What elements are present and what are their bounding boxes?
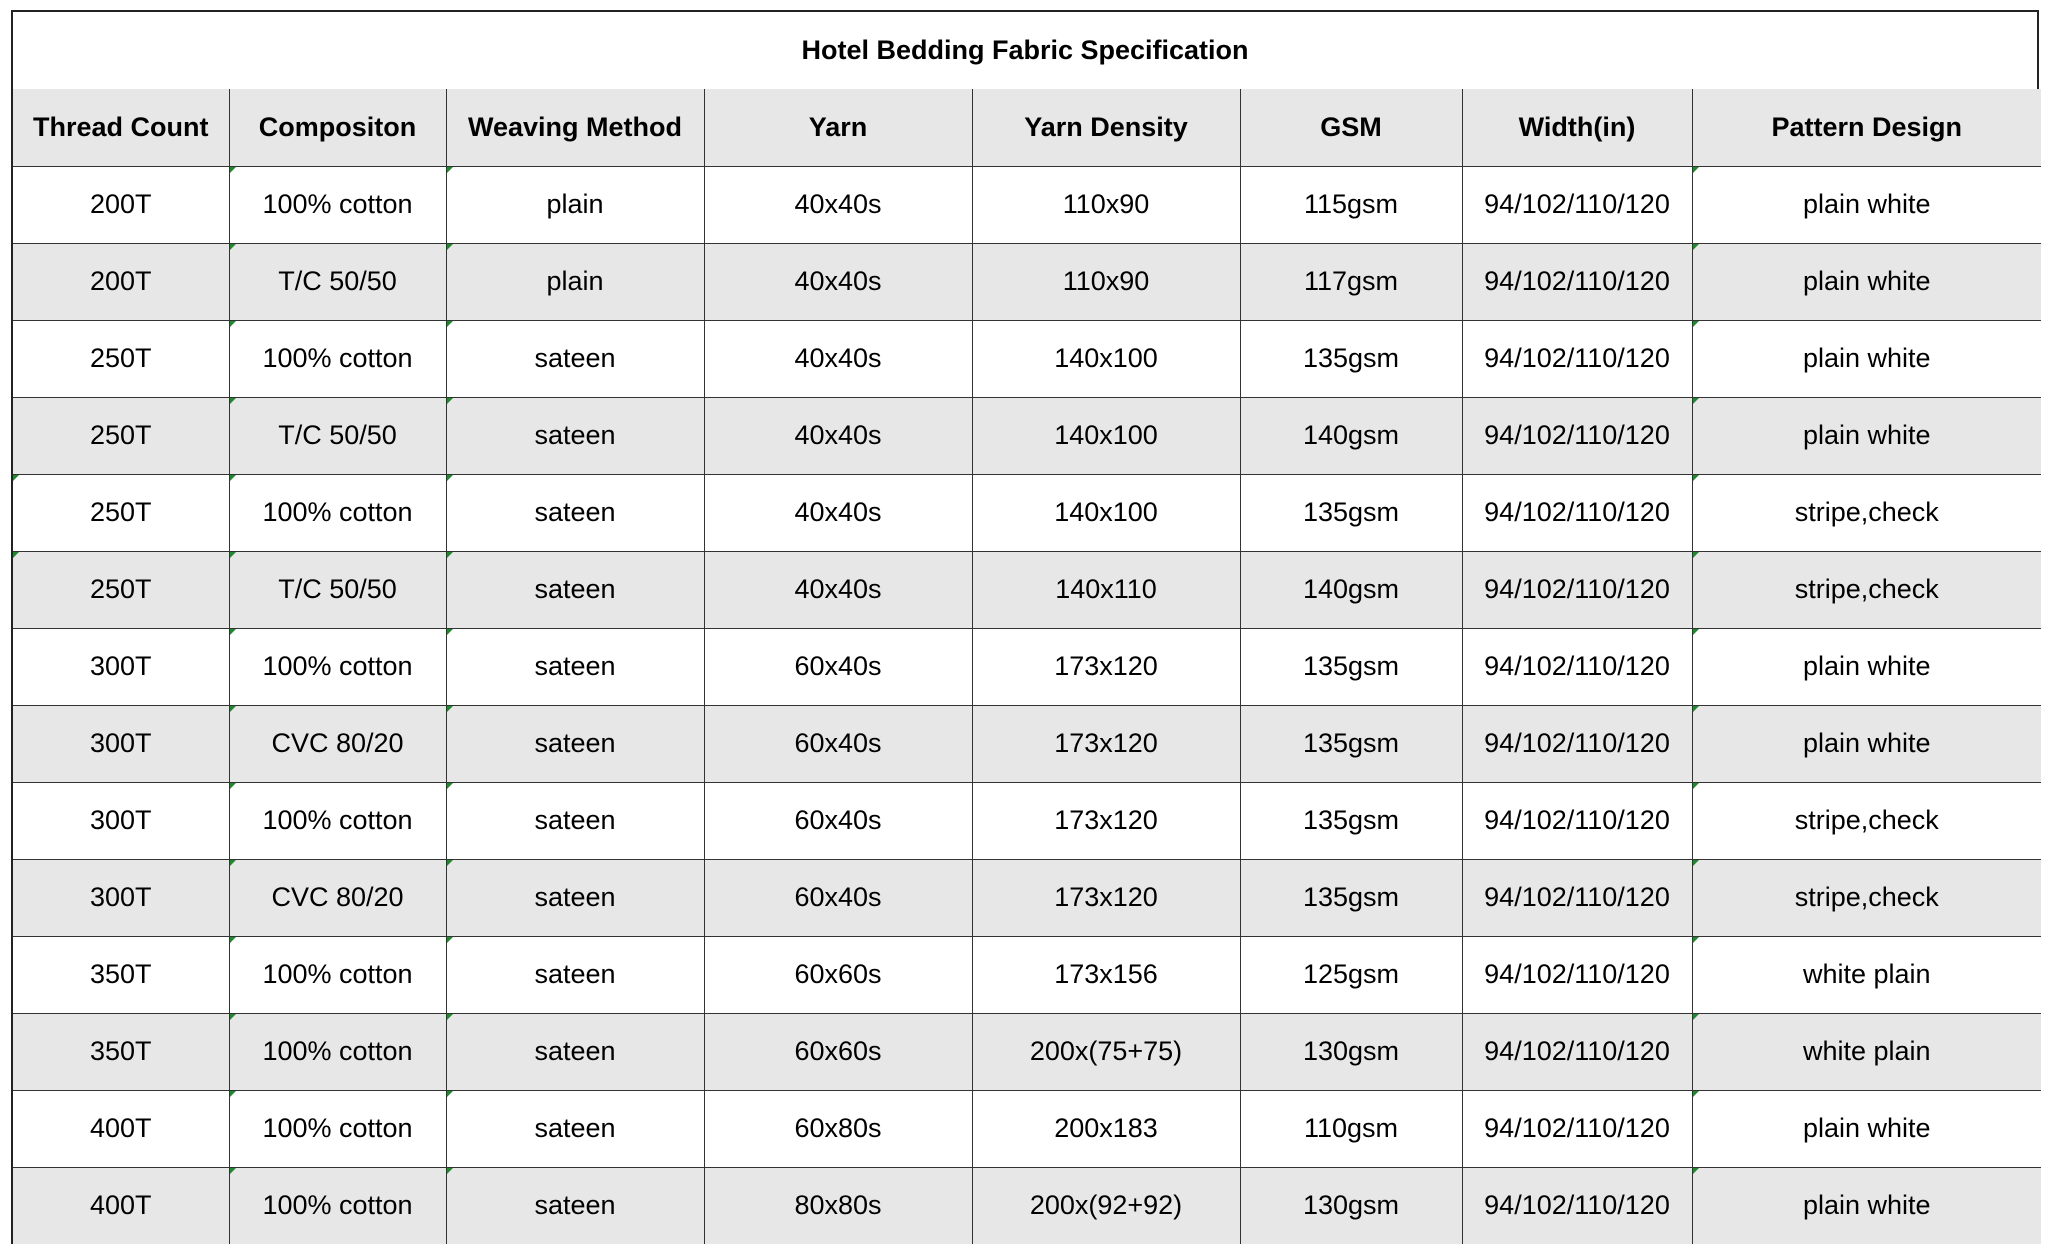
- weaving-method-cell[interactable]: [446, 1167, 704, 1244]
- cell-value: 110x90: [1062, 189, 1150, 219]
- pattern-design-cell[interactable]: [1692, 551, 2041, 628]
- cell-indicator-icon: [1693, 552, 1699, 558]
- composition-cell[interactable]: [229, 320, 446, 397]
- thread-count-cell[interactable]: [13, 782, 229, 859]
- cell-value: 117gsm: [1303, 266, 1399, 296]
- cell-value: plain: [546, 189, 604, 219]
- composition-cell[interactable]: [229, 243, 446, 320]
- composition-cell[interactable]: [229, 936, 446, 1013]
- thread-count-cell[interactable]: [13, 705, 229, 782]
- cell-value: 135gsm: [1302, 805, 1400, 835]
- cell-value: 173x156: [1054, 959, 1158, 989]
- cell-value: stripe,check: [1794, 574, 1939, 604]
- gsm-cell[interactable]: [1240, 936, 1462, 1013]
- cell-indicator-icon: [447, 552, 453, 558]
- width-cell[interactable]: [1462, 859, 1692, 936]
- composition-cell[interactable]: [229, 1090, 446, 1167]
- cell-value: sateen: [534, 1036, 616, 1066]
- yarn-density-cell[interactable]: [972, 705, 1240, 782]
- cell-value: 94/102/110/120: [1484, 1190, 1670, 1221]
- cell-indicator-icon: [230, 629, 236, 635]
- gsm-cell[interactable]: [1240, 243, 1462, 320]
- weaving-method-cell[interactable]: [446, 859, 704, 936]
- cell-indicator-icon: [1693, 1168, 1699, 1174]
- cell-indicator-icon: [230, 860, 236, 866]
- width-cell[interactable]: [1462, 474, 1692, 551]
- composition-cell[interactable]: [229, 166, 446, 243]
- yarn-density-cell[interactable]: [972, 397, 1240, 474]
- header-yarn[interactable]: Yarn: [704, 89, 972, 166]
- yarn-cell[interactable]: [704, 936, 972, 1013]
- cell-value: 300T: [89, 651, 152, 681]
- thread-count-cell[interactable]: [13, 1013, 229, 1090]
- table-row: [13, 551, 2041, 628]
- cell-indicator-icon: [1693, 706, 1699, 712]
- width-cell[interactable]: [1462, 628, 1692, 705]
- composition-cell[interactable]: [229, 397, 446, 474]
- table-body: [13, 166, 2041, 1244]
- composition-cell[interactable]: [229, 474, 446, 551]
- cell-value: 200T: [89, 266, 152, 296]
- weaving-method-cell[interactable]: [446, 166, 704, 243]
- header-composition[interactable]: Compositon: [229, 89, 446, 166]
- gsm-cell[interactable]: [1240, 859, 1462, 936]
- gsm-cell[interactable]: [1240, 782, 1462, 859]
- cell-indicator-icon: [1693, 629, 1699, 635]
- yarn-cell[interactable]: [704, 1090, 972, 1167]
- yarn-density-cell[interactable]: [972, 782, 1240, 859]
- cell-indicator-icon: [1693, 167, 1699, 173]
- cell-indicator-icon: [230, 1014, 236, 1020]
- cell-value: 250T: [89, 574, 152, 604]
- cell-value: 173x120: [1054, 805, 1158, 835]
- header-weaving-method[interactable]: Weaving Method: [446, 89, 704, 166]
- weaving-method-cell[interactable]: [446, 628, 704, 705]
- cell-value: T/C 50/50: [278, 420, 397, 450]
- composition-cell[interactable]: [229, 551, 446, 628]
- cell-indicator-icon: [1693, 860, 1699, 866]
- cell-value: 135gsm: [1302, 343, 1400, 373]
- cell-indicator-icon: [230, 1168, 236, 1174]
- cell-indicator-icon: [447, 1091, 453, 1097]
- cell-value: 40x40s: [794, 189, 882, 219]
- cell-value: 100% cotton: [262, 1113, 413, 1143]
- cell-value: 140x100: [1054, 343, 1158, 373]
- pattern-design-cell[interactable]: [1692, 1167, 2041, 1244]
- yarn-cell[interactable]: [704, 474, 972, 551]
- pattern-design-cell[interactable]: [1692, 936, 2041, 1013]
- cell-value: 200x(92+92): [1029, 1190, 1183, 1221]
- cell-value: 100% cotton: [262, 343, 413, 373]
- yarn-cell[interactable]: [704, 705, 972, 782]
- cell-value: 400T: [89, 1113, 152, 1143]
- header-width[interactable]: Width(in): [1462, 89, 1692, 166]
- composition-cell[interactable]: [229, 628, 446, 705]
- yarn-density-cell[interactable]: [972, 474, 1240, 551]
- cell-value: white plain: [1802, 959, 1931, 989]
- gsm-cell[interactable]: [1240, 705, 1462, 782]
- cell-value: sateen: [534, 420, 616, 450]
- cell-value: 100% cotton: [262, 1190, 413, 1221]
- cell-value: 250T: [89, 420, 152, 450]
- cell-indicator-icon: [13, 552, 19, 558]
- table-title[interactable]: Hotel Bedding Fabric Specification: [13, 12, 2037, 91]
- width-cell[interactable]: [1462, 320, 1692, 397]
- cell-value: T/C 50/50: [278, 266, 397, 296]
- yarn-density-cell[interactable]: [972, 1013, 1240, 1090]
- yarn-density-cell[interactable]: [972, 551, 1240, 628]
- cell-indicator-icon: [230, 552, 236, 558]
- width-cell[interactable]: [1462, 166, 1692, 243]
- cell-value: 40x40s: [794, 343, 882, 373]
- cell-value: 94/102/110/120: [1484, 1036, 1670, 1066]
- cell-value: 300T: [89, 805, 152, 835]
- pattern-design-cell[interactable]: [1692, 320, 2041, 397]
- cell-value: plain white: [1802, 189, 1931, 219]
- thread-count-cell[interactable]: [13, 551, 229, 628]
- cell-value: 94/102/110/120: [1484, 728, 1670, 758]
- gsm-cell[interactable]: [1240, 320, 1462, 397]
- cell-indicator-icon: [230, 937, 236, 943]
- cell-value: 110x90: [1062, 266, 1150, 296]
- cell-indicator-icon: [1693, 1014, 1699, 1020]
- yarn-density-cell[interactable]: [972, 243, 1240, 320]
- cell-value: 300T: [89, 728, 152, 758]
- cell-indicator-icon: [230, 244, 236, 250]
- weaving-method-cell[interactable]: [446, 243, 704, 320]
- cell-value: plain white: [1802, 1113, 1931, 1143]
- cell-value: sateen: [534, 497, 616, 527]
- yarn-cell[interactable]: [704, 859, 972, 936]
- cell-indicator-icon: [447, 321, 453, 327]
- yarn-cell[interactable]: [704, 397, 972, 474]
- cell-value: 140x100: [1054, 420, 1158, 450]
- cell-indicator-icon: [230, 167, 236, 173]
- cell-value: 350T: [89, 959, 152, 989]
- gsm-cell[interactable]: [1240, 628, 1462, 705]
- table-row: [13, 782, 2041, 859]
- width-cell[interactable]: [1462, 1013, 1692, 1090]
- cell-indicator-icon: [230, 321, 236, 327]
- yarn-cell[interactable]: [704, 243, 972, 320]
- cell-value: 100% cotton: [262, 805, 413, 835]
- cell-value: 60x60s: [794, 1036, 882, 1066]
- cell-value: 173x120: [1054, 882, 1158, 912]
- cell-indicator-icon: [447, 244, 453, 250]
- cell-value: 250T: [89, 343, 152, 373]
- header-thread-count[interactable]: Thread Count: [13, 89, 229, 166]
- pattern-design-cell[interactable]: [1692, 474, 2041, 551]
- cell-value: 135gsm: [1302, 728, 1400, 758]
- cell-value: 135gsm: [1302, 497, 1400, 527]
- table-row: [13, 474, 2041, 551]
- yarn-cell[interactable]: [704, 166, 972, 243]
- table-row: [13, 397, 2041, 474]
- yarn-cell[interactable]: [704, 628, 972, 705]
- cell-value: white plain: [1802, 1036, 1931, 1066]
- pattern-design-cell[interactable]: [1692, 397, 2041, 474]
- cell-value: 100% cotton: [262, 497, 413, 527]
- cell-indicator-icon: [1693, 398, 1699, 404]
- cell-value: 173x120: [1054, 728, 1158, 758]
- cell-value: 94/102/110/120: [1484, 189, 1670, 219]
- pattern-design-cell[interactable]: [1692, 628, 2041, 705]
- cell-value: 60x40s: [794, 651, 882, 681]
- yarn-density-cell[interactable]: [972, 628, 1240, 705]
- gsm-cell[interactable]: [1240, 1167, 1462, 1244]
- cell-value: 60x60s: [794, 959, 882, 989]
- cell-value: 140x100: [1054, 497, 1158, 527]
- yarn-density-cell[interactable]: [972, 936, 1240, 1013]
- cell-indicator-icon: [447, 475, 453, 481]
- table-row: [13, 1090, 2041, 1167]
- yarn-cell[interactable]: [704, 320, 972, 397]
- cell-value: 140x110: [1055, 574, 1157, 604]
- table-row: [13, 936, 2041, 1013]
- cell-indicator-icon: [1693, 783, 1699, 789]
- cell-value: sateen: [534, 343, 616, 373]
- cell-indicator-icon: [447, 783, 453, 789]
- thread-count-cell[interactable]: [13, 243, 229, 320]
- yarn-cell[interactable]: [704, 1167, 972, 1244]
- width-cell[interactable]: [1462, 243, 1692, 320]
- table-row: [13, 1167, 2041, 1244]
- cell-value: 350T: [89, 1036, 152, 1066]
- yarn-cell[interactable]: [704, 551, 972, 628]
- composition-cell[interactable]: [229, 705, 446, 782]
- thread-count-cell[interactable]: [13, 628, 229, 705]
- cell-value: 100% cotton: [262, 651, 413, 681]
- pattern-design-cell[interactable]: [1692, 1090, 2041, 1167]
- cell-value: CVC 80/20: [271, 882, 404, 912]
- cell-value: 80x80s: [794, 1190, 882, 1221]
- yarn-cell[interactable]: [704, 1013, 972, 1090]
- cell-indicator-icon: [447, 398, 453, 404]
- weaving-method-cell[interactable]: [446, 320, 704, 397]
- cell-value: 40x40s: [794, 497, 882, 527]
- cell-value: 60x80s: [794, 1113, 882, 1143]
- cell-value: 110gsm: [1303, 1113, 1399, 1143]
- cell-indicator-icon: [447, 706, 453, 712]
- thread-count-cell[interactable]: [13, 1090, 229, 1167]
- cell-value: 40x40s: [794, 266, 882, 296]
- yarn-density-cell[interactable]: [972, 1090, 1240, 1167]
- width-cell[interactable]: [1462, 705, 1692, 782]
- cell-indicator-icon: [447, 167, 453, 173]
- cell-indicator-icon: [1693, 1091, 1699, 1097]
- cell-value: 94/102/110/120: [1484, 882, 1670, 912]
- cell-value: plain white: [1802, 266, 1931, 296]
- cell-value: 94/102/110/120: [1484, 805, 1670, 835]
- cell-value: 200x183: [1054, 1113, 1158, 1143]
- cell-value: 94/102/110/120: [1484, 574, 1670, 604]
- composition-cell[interactable]: [229, 1167, 446, 1244]
- gsm-cell[interactable]: [1240, 1013, 1462, 1090]
- width-cell[interactable]: [1462, 782, 1692, 859]
- cell-value: 60x40s: [794, 805, 882, 835]
- cell-value: plain white: [1802, 651, 1931, 681]
- weaving-method-cell[interactable]: [446, 474, 704, 551]
- thread-count-cell[interactable]: [13, 1167, 229, 1244]
- cell-value: 135gsm: [1302, 651, 1400, 681]
- gsm-cell[interactable]: [1240, 1090, 1462, 1167]
- cell-value: 130gsm: [1302, 1036, 1400, 1066]
- cell-value: stripe,check: [1794, 882, 1939, 912]
- cell-value: 400T: [89, 1190, 152, 1221]
- gsm-cell[interactable]: [1240, 166, 1462, 243]
- thread-count-cell[interactable]: [13, 320, 229, 397]
- cell-value: CVC 80/20: [271, 728, 404, 758]
- width-cell[interactable]: [1462, 551, 1692, 628]
- cell-value: 94/102/110/120: [1484, 497, 1670, 527]
- header-yarn-density[interactable]: Yarn Density: [972, 89, 1240, 166]
- cell-value: 94/102/110/120: [1484, 266, 1670, 296]
- table-row: [13, 243, 2041, 320]
- cell-value: stripe,check: [1794, 805, 1939, 835]
- cell-indicator-icon: [230, 1091, 236, 1097]
- header-row: [13, 89, 2041, 166]
- pattern-design-cell[interactable]: [1692, 705, 2041, 782]
- cell-value: sateen: [534, 959, 616, 989]
- gsm-cell[interactable]: [1240, 397, 1462, 474]
- cell-value: 140gsm: [1302, 574, 1400, 604]
- thread-count-cell[interactable]: [13, 936, 229, 1013]
- composition-cell[interactable]: [229, 859, 446, 936]
- cell-indicator-icon: [447, 629, 453, 635]
- pattern-design-cell[interactable]: [1692, 243, 2041, 320]
- table-row: [13, 705, 2041, 782]
- thread-count-cell[interactable]: [13, 166, 229, 243]
- yarn-density-cell[interactable]: [972, 859, 1240, 936]
- table-row: [13, 859, 2041, 936]
- cell-value: plain white: [1802, 343, 1931, 373]
- table-row: [13, 320, 2041, 397]
- weaving-method-cell[interactable]: [446, 1013, 704, 1090]
- cell-value: 60x40s: [794, 728, 882, 758]
- cell-value: 60x40s: [794, 882, 882, 912]
- cell-value: 135gsm: [1302, 882, 1400, 912]
- table-row: [13, 1013, 2041, 1090]
- thread-count-cell[interactable]: [13, 397, 229, 474]
- pattern-design-cell[interactable]: [1692, 782, 2041, 859]
- thread-count-cell[interactable]: [13, 859, 229, 936]
- cell-value: 100% cotton: [262, 1036, 413, 1066]
- cell-value: sateen: [534, 651, 616, 681]
- width-cell[interactable]: [1462, 397, 1692, 474]
- cell-indicator-icon: [447, 937, 453, 943]
- pattern-design-cell[interactable]: [1692, 166, 2041, 243]
- header-gsm[interactable]: GSM: [1240, 89, 1462, 166]
- weaving-method-cell[interactable]: [446, 705, 704, 782]
- cell-indicator-icon: [230, 783, 236, 789]
- width-cell[interactable]: [1462, 936, 1692, 1013]
- cell-value: 200x(75+75): [1029, 1036, 1183, 1066]
- yarn-cell[interactable]: [704, 782, 972, 859]
- cell-value: 200T: [89, 189, 152, 219]
- yarn-density-cell[interactable]: [972, 1167, 1240, 1244]
- cell-indicator-icon: [1693, 475, 1699, 481]
- cell-value: 94/102/110/120: [1484, 420, 1670, 450]
- cell-value: plain: [546, 266, 604, 296]
- cell-indicator-icon: [230, 398, 236, 404]
- spreadsheet-sheet: [11, 10, 2039, 1244]
- specification-table: [13, 89, 2041, 1244]
- width-cell[interactable]: [1462, 1090, 1692, 1167]
- cell-indicator-icon: [230, 475, 236, 481]
- cell-value: sateen: [534, 728, 616, 758]
- cell-value: 140gsm: [1302, 420, 1400, 450]
- cell-value: plain white: [1802, 420, 1931, 450]
- cell-value: 94/102/110/120: [1484, 343, 1670, 373]
- cell-value: 250T: [89, 497, 152, 527]
- weaving-method-cell[interactable]: [446, 397, 704, 474]
- cell-indicator-icon: [447, 1014, 453, 1020]
- cell-value: 94/102/110/120: [1484, 651, 1670, 681]
- cell-value: plain white: [1802, 728, 1931, 758]
- yarn-density-cell[interactable]: [972, 166, 1240, 243]
- cell-value: 94/102/110/120: [1484, 1113, 1670, 1143]
- cell-indicator-icon: [1693, 937, 1699, 943]
- width-cell[interactable]: [1462, 1167, 1692, 1244]
- cell-value: 130gsm: [1302, 1190, 1400, 1221]
- weaving-method-cell[interactable]: [446, 1090, 704, 1167]
- cell-value: 40x40s: [794, 420, 882, 450]
- cell-value: plain white: [1802, 1190, 1931, 1221]
- gsm-cell[interactable]: [1240, 551, 1462, 628]
- cell-value: 40x40s: [794, 574, 882, 604]
- table-row: [13, 628, 2041, 705]
- cell-indicator-icon: [447, 1168, 453, 1174]
- header-pattern-design[interactable]: Pattern Design: [1692, 89, 2041, 166]
- cell-value: sateen: [534, 805, 616, 835]
- cell-indicator-icon: [1693, 244, 1699, 250]
- cell-value: sateen: [534, 1113, 616, 1143]
- cell-value: 100% cotton: [262, 959, 413, 989]
- composition-cell[interactable]: [229, 782, 446, 859]
- cell-indicator-icon: [13, 475, 19, 481]
- pattern-design-cell[interactable]: [1692, 1013, 2041, 1090]
- cell-value: 100% cotton: [262, 189, 413, 219]
- pattern-design-cell[interactable]: [1692, 859, 2041, 936]
- cell-indicator-icon: [230, 706, 236, 712]
- weaving-method-cell[interactable]: [446, 782, 704, 859]
- cell-value: 173x120: [1054, 651, 1158, 681]
- cell-value: sateen: [534, 1190, 616, 1221]
- gsm-cell[interactable]: [1240, 474, 1462, 551]
- thread-count-cell[interactable]: [13, 474, 229, 551]
- cell-value: 115gsm: [1303, 189, 1399, 219]
- yarn-density-cell[interactable]: [972, 320, 1240, 397]
- cell-value: T/C 50/50: [278, 574, 397, 604]
- cell-value: sateen: [534, 574, 616, 604]
- weaving-method-cell[interactable]: [446, 936, 704, 1013]
- cell-value: sateen: [534, 882, 616, 912]
- cell-value: 94/102/110/120: [1484, 959, 1670, 989]
- table-row: [13, 166, 2041, 243]
- cell-indicator-icon: [1693, 321, 1699, 327]
- cell-value: 300T: [89, 882, 152, 912]
- cell-indicator-icon: [447, 860, 453, 866]
- cell-value: stripe,check: [1794, 497, 1939, 527]
- weaving-method-cell[interactable]: [446, 551, 704, 628]
- composition-cell[interactable]: [229, 1013, 446, 1090]
- cell-value: 125gsm: [1302, 959, 1400, 989]
